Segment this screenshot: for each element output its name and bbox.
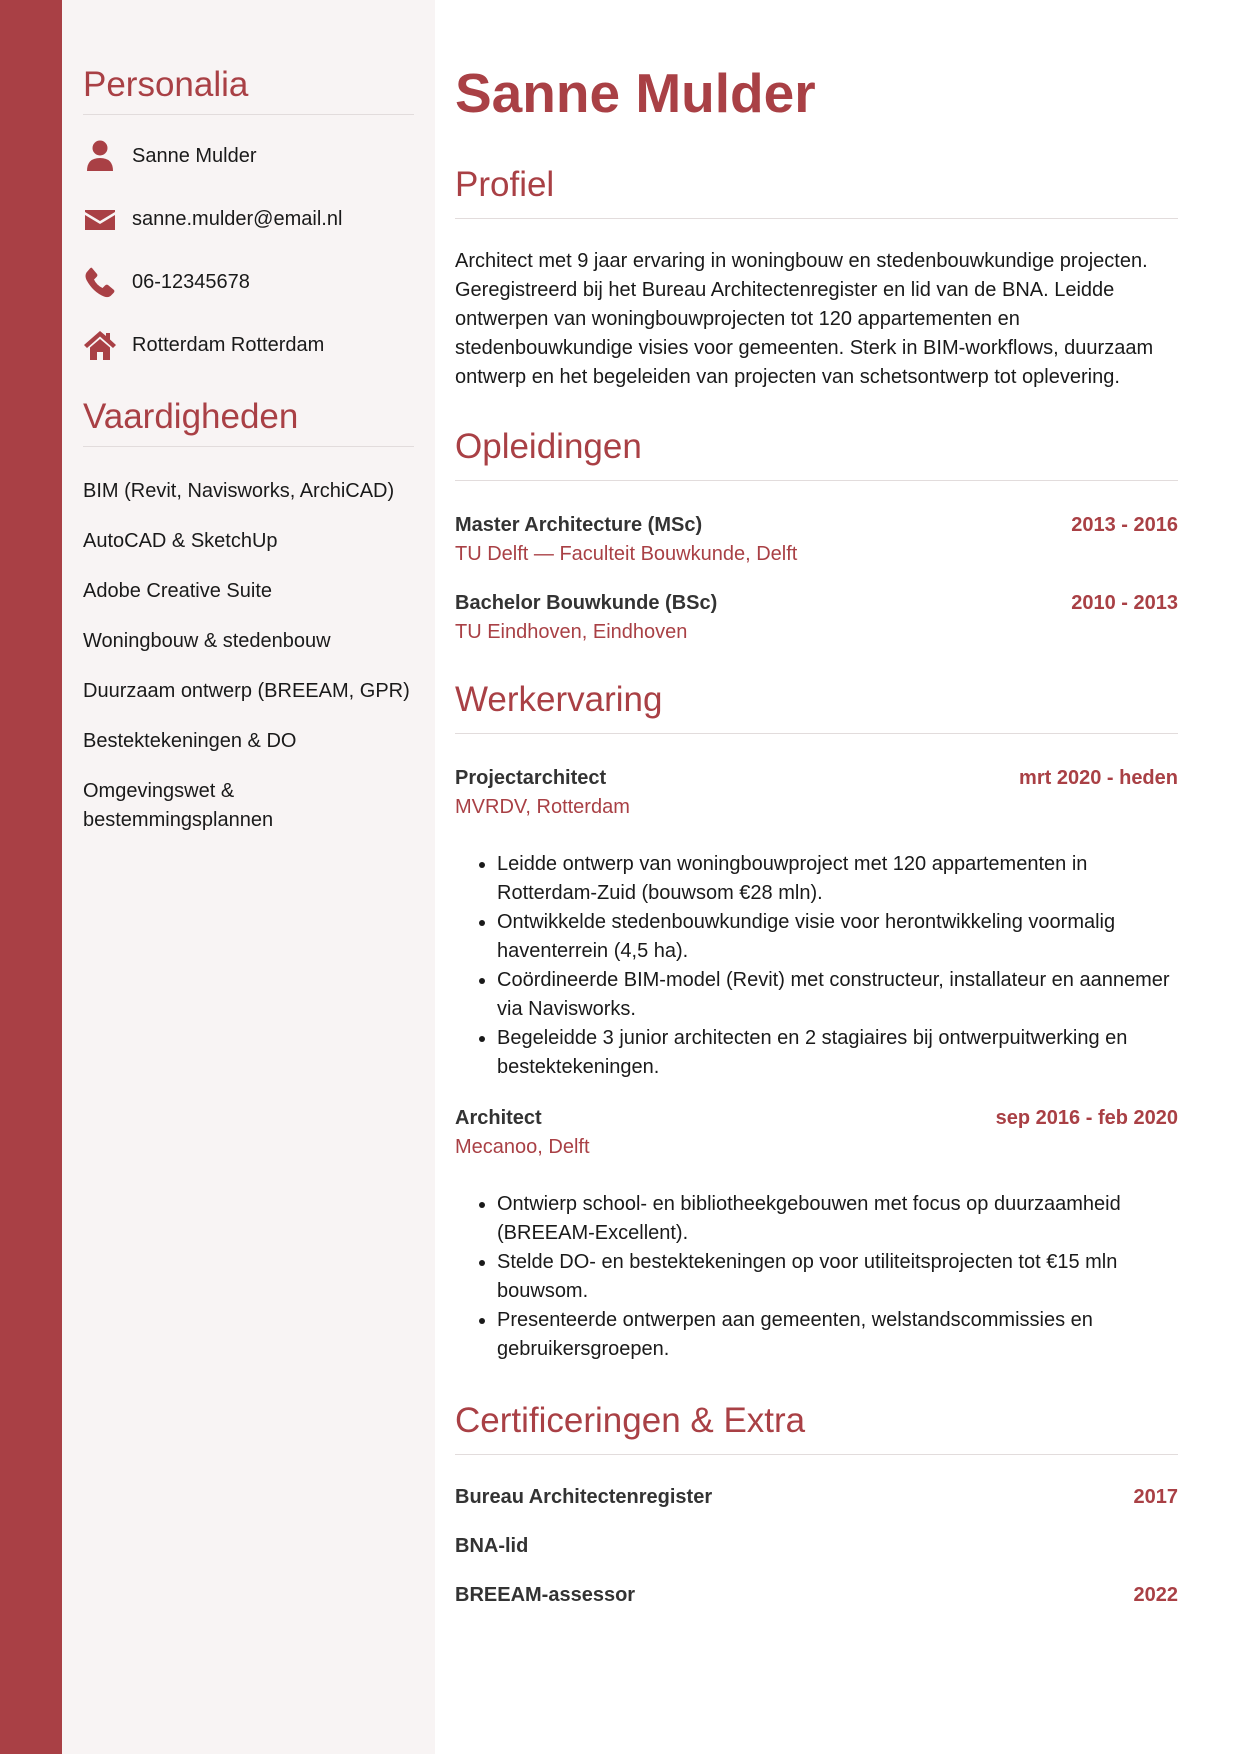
education-date: 2010 - 2013: [1071, 592, 1178, 614]
contact-email-text[interactable]: sanne.mulder@email.nl: [132, 207, 343, 230]
personalia-heading: Personalia: [83, 64, 414, 115]
education-date: 2013 - 2016: [1071, 514, 1178, 536]
contact-name-text: Sanne Mulder: [132, 144, 257, 167]
skill-item: BIM (Revit, Navisworks, ArchiCAD): [83, 480, 395, 502]
cert-item: [455, 1581, 1178, 1610]
certifications-list: [455, 1483, 1178, 1610]
job-title: Architect: [455, 1107, 542, 1129]
skill-item: Bestektekeningen & DO: [83, 730, 297, 752]
skill-item: Adobe Creative Suite: [83, 580, 273, 602]
skill-item: AutoCAD & SketchUp: [83, 530, 278, 552]
accent-bar: [0, 0, 62, 1754]
education-entry: [455, 511, 1178, 569]
certifications-heading: Certificeringen & Extra: [455, 1400, 1178, 1455]
job-bullet: • Begeleidde 3 junior architecten en 2 stagiaires bij ontwerpuitwerking en bestektekeningen.: [497, 1024, 1178, 1082]
profile-heading: Profiel: [455, 164, 1178, 219]
candidate-name: Sanne Mulder: [455, 62, 816, 124]
contact-list: [83, 139, 414, 362]
cert-name: BNA-lid: [455, 1535, 529, 1557]
job-bullet: • Presenteerde ontwerpen aan gemeenten, welstandscommissies en gebruikersgroepen.: [497, 1306, 1178, 1364]
contact-phone[interactable]: [83, 265, 414, 299]
skill-item: Woningbouw & stedenbouw: [83, 630, 331, 652]
education-title: Bachelor Bouwkunde (BSc): [455, 592, 718, 614]
cert-item: [455, 1483, 1178, 1512]
contact-phone-text[interactable]: 06-12345678: [132, 270, 250, 293]
job-date: mrt 2020 - heden: [1019, 767, 1178, 789]
job-bullets: [497, 1190, 1178, 1364]
cert-item: [455, 1532, 1178, 1561]
cert-year: 2022: [1133, 1584, 1178, 1606]
contact-address-text: Rotterdam Rotterdam: [132, 333, 325, 356]
cert-name: Bureau Architectenregister: [455, 1486, 713, 1508]
skills-list: [83, 477, 414, 835]
person-icon: [83, 139, 117, 173]
job-bullet: • Coördineerde BIM-model (Revit) met constructeur, installateur en aannemer via Navisworks.: [497, 966, 1178, 1024]
contact-name: [83, 139, 414, 173]
cert-name: BREEAM-assessor: [455, 1584, 636, 1606]
job-entry: [455, 1104, 1178, 1364]
job-entry: [455, 764, 1178, 1082]
contact-address: [83, 328, 414, 362]
job-bullet: • Stelde DO- en bestektekeningen op voor utiliteitsprojecten tot €15 mln bouwsom.: [497, 1248, 1178, 1306]
envelope-icon: [83, 202, 117, 236]
main-content: [455, 60, 1178, 1630]
education-heading: Opleidingen: [455, 426, 1178, 481]
job-bullet: • Ontwikkelde stedenbouwkundige visie voor herontwikkeling voormalig haventerrein (4,5 ha).: [497, 908, 1178, 966]
home-icon: [83, 328, 117, 362]
phone-icon: [83, 265, 117, 299]
skills-heading: Vaardigheden: [83, 396, 414, 447]
job-bullets: [497, 850, 1178, 1082]
sidebar: [62, 0, 435, 1754]
work-heading: Werkervaring: [455, 679, 1178, 734]
job-bullet: • Ontwierp school- en bibliotheekgebouwen met focus op duurzaamheid (BREEAM-Excellent).: [497, 1190, 1178, 1248]
job-bullet: • Leidde ontwerp van woningbouwproject met 120 appartementen in Rotterdam-Zuid (bouwsom €28 mln).: [497, 850, 1178, 908]
education-institution: TU Eindhoven, Eindhoven: [455, 621, 688, 643]
job-title: Projectarchitect: [455, 767, 607, 789]
cert-year: 2017: [1133, 1486, 1178, 1508]
job-company: Mecanoo, Delft: [455, 1136, 590, 1158]
education-title: Master Architecture (MSc): [455, 514, 703, 536]
job-date: sep 2016 - feb 2020: [995, 1107, 1178, 1129]
contact-email[interactable]: [83, 202, 414, 236]
education-institution: TU Delft — Faculteit Bouwkunde, Delft: [455, 543, 798, 565]
skill-item: Omgevingswet & bestemmingsplannen: [83, 780, 274, 831]
job-company: MVRDV, Rotterdam: [455, 796, 630, 818]
profile-text: Architect met 9 jaar ervaring in woningbouw en stedenbouwkundige projecten. Geregistreerd bij het Bureau Architectenregister en lid van de BNA. Leidde ontwerpen van woningbouwprojecten tot 120 appartementen en stedenbouwkundige visies voor gemeenten. Sterk in BIM-workflows, duurzaam ontwerp en het begeleiden van projecten van schetsontwerp tot oplevering.: [455, 250, 1154, 388]
skill-item: Duurzaam ontwerp (BREEAM, GPR): [83, 680, 410, 702]
education-entry: [455, 589, 1178, 647]
